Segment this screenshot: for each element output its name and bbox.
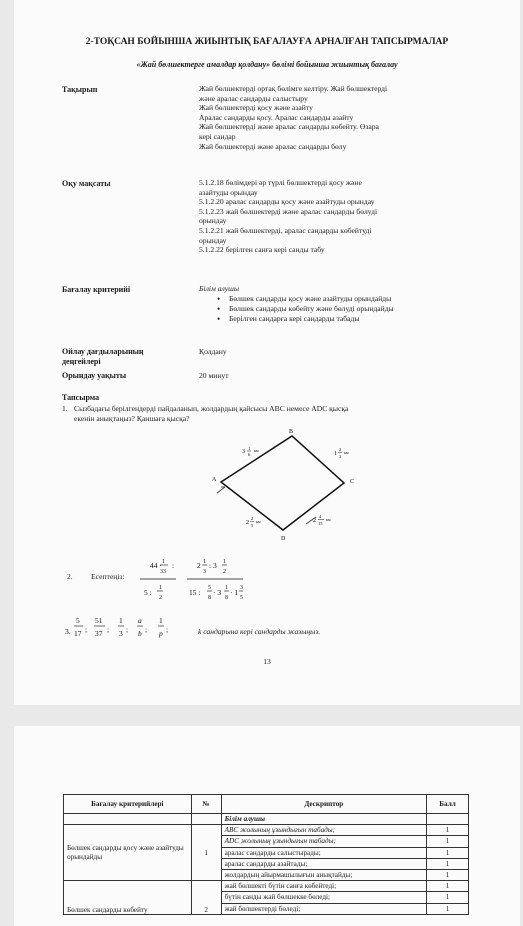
page-subtitle: «Жай бөлшектерге амалдар қолдану» бөлімі бойынша жиынтық бағалау: [136, 60, 398, 69]
question-1-line-1: Сызбадағы берілгендерді пайдаланып, жолдардың қайсысы ABC немесе ADC қысқа: [74, 404, 349, 413]
header-score: Балл: [427, 795, 469, 814]
page-number: 13: [263, 657, 271, 666]
table-cell: [191, 814, 221, 825]
svg-text:;: ;: [85, 625, 88, 634]
svg-text:a: a: [138, 616, 142, 625]
goal-line: 5.1.2.22 берілген санға кері санды табу: [199, 245, 325, 255]
table-row: [64, 881, 469, 892]
descriptor-cell: бүтін санды жай бөлшекке бөледі;: [221, 892, 426, 903]
edge-ab-den: 6: [248, 452, 251, 457]
question-3-number: 3.: [65, 627, 71, 636]
criterion-cell: Бөлшек сандарды көбейту: [64, 881, 192, 915]
direction-arrow-a: [217, 487, 225, 493]
goal-line: 5.1.2.18 бөлімдері әр түрлі бөлшектерді қосу және: [199, 178, 362, 187]
svg-text:8: 8: [225, 595, 228, 601]
topic-line: Жай бөлшектерді ортақ бөлімге келтіру. Жай бөлшектерді: [199, 84, 388, 93]
goals-text: [199, 178, 461, 255]
goal-line: азайтуды орындау: [199, 187, 258, 197]
topic-line: және аралас сандарды салыстыру: [199, 93, 308, 103]
question-3-text: k сандарына кері сандарды жазыңыз.: [198, 627, 321, 636]
header-descriptor: Дескриптор: [221, 795, 426, 814]
svg-text:15 :: 15 :: [189, 588, 201, 597]
svg-text:3: 3: [203, 569, 206, 575]
descriptor-cell: ADC жолының ұзындығын табады;: [221, 836, 426, 847]
table-header-row: [64, 795, 469, 814]
svg-text:1: 1: [159, 585, 162, 591]
descriptor-cell: ABC жолының ұзындығын табады;: [221, 825, 426, 836]
skills-label: Ойлау дағдыларының деңгейлері: [62, 347, 144, 366]
point-d-label: D: [281, 536, 286, 542]
table-cell: [427, 814, 469, 825]
edge-dc-whole: 2: [313, 518, 316, 524]
page-title: 2-ТОҚСАН БОЙЫНША ЖИЫНТЫҚ БАҒАЛАУҒА АРНАЛҒАН ТАПСЫРМАЛАР: [85, 37, 449, 47]
svg-text:33: 33: [160, 569, 166, 575]
svg-text:5 :: 5 :: [144, 588, 152, 597]
svg-text:3: 3: [119, 629, 123, 638]
svg-text:1: 1: [119, 616, 123, 625]
worksheet-page: [14, 0, 520, 705]
edge-bc-whole: 1: [334, 451, 337, 457]
edge-ab-unit: км: [254, 448, 259, 453]
descriptor-cell: жай бөлшекті бүтін санға көбейтеді;: [221, 881, 426, 892]
question-1: [62, 404, 482, 424]
edge-ab-num: 1: [248, 446, 251, 451]
edge-dc-unit: км: [326, 517, 331, 522]
topic-text: [199, 84, 461, 151]
edge-ad-whole: 2: [246, 520, 249, 526]
topic-line: Жай бөлшектерді және аралас сандарды бөлу: [199, 141, 347, 151]
assessment-table: [63, 794, 469, 915]
score-cell: 1: [427, 881, 469, 892]
question-1-line-2: екенін анықтаңыз? Қаншаға қысқа?: [74, 414, 190, 423]
score-cell: 1: [427, 825, 469, 836]
svg-text:p: p: [159, 629, 163, 638]
descriptor-cell: жай бөлшектерді бөледі;: [221, 903, 426, 914]
edge-ab-length: [242, 446, 259, 457]
svg-text:· 1: · 1: [230, 588, 239, 597]
goal-line: 5.1.2.23 жай бөлшектерді және аралас сандарды бөлуді: [199, 206, 378, 216]
header-number: №: [191, 795, 221, 814]
descriptor-cell: жолдардың айырмашылығын анықтайды;: [221, 869, 426, 880]
point-b-label: B: [289, 429, 294, 435]
descriptor-subheader: Білім алушы: [221, 814, 426, 825]
goals-label: Оқу мақсаты: [62, 179, 111, 188]
svg-text::: :: [172, 561, 175, 570]
skills-value: Қолдану: [199, 347, 227, 356]
svg-text:;: ;: [166, 625, 169, 634]
score-cell: 1: [427, 903, 469, 914]
task-number-cell: 1: [191, 825, 221, 881]
topic-label: Тақырып: [62, 85, 98, 94]
edge-ab-whole: 3: [242, 449, 245, 455]
goal-line: 5.1.2.20 аралас сандарды қосу және азайтуды орындау: [199, 197, 375, 207]
svg-text:2: 2: [159, 595, 162, 601]
svg-text:;: ;: [107, 625, 110, 634]
task-number-cell: 2: [191, 881, 221, 915]
svg-text:37: 37: [95, 629, 103, 638]
question-2-number: 2.: [67, 572, 73, 581]
point-c-label: C: [350, 479, 355, 485]
score-cell: 1: [427, 847, 469, 858]
criteria-label: Бағалау критерийі: [62, 285, 131, 294]
edge-bc-den: 3: [339, 454, 342, 459]
svg-text:1: 1: [203, 559, 206, 565]
svg-text:;: ;: [145, 625, 148, 634]
task-heading: Тапсырма: [62, 393, 100, 402]
topic-line: Жай бөлшектерді қосу және азайту: [199, 103, 313, 113]
route-diagram: [194, 425, 374, 550]
question-2-text: Есептеңіз:: [91, 572, 125, 581]
criteria-heading: Білім алушы: [199, 284, 240, 293]
svg-text:17: 17: [74, 629, 82, 638]
svg-text:1: 1: [223, 559, 226, 565]
time-label: Орындау уақыты: [62, 371, 127, 380]
svg-text:1: 1: [225, 585, 228, 591]
table-cell: [64, 814, 192, 825]
edge-dc-den: 15: [318, 521, 323, 526]
table-subheader-row: [64, 814, 469, 825]
edge-dc-num: 4: [319, 514, 322, 519]
quadrilateral-abcd: [221, 436, 344, 530]
question-2-expression: [138, 552, 243, 610]
goal-line: орындау: [199, 216, 227, 226]
svg-text:5: 5: [208, 585, 211, 591]
criteria-text: [199, 284, 461, 325]
svg-text:5: 5: [240, 595, 243, 601]
point-a-label: A: [212, 477, 217, 483]
assessment-page: [14, 726, 520, 926]
score-cell: 1: [427, 858, 469, 869]
topic-line: кері сандар: [199, 131, 236, 141]
topic-line: Аралас сандарды қосу. Аралас сандарды азайту: [199, 112, 354, 122]
svg-text:51: 51: [95, 616, 103, 625]
svg-text:44 ·: 44 ·: [150, 561, 162, 570]
criterion-cell: Бөлшек сандарды қосу және азайтуды орындайды: [64, 825, 192, 881]
score-cell: 1: [427, 892, 469, 903]
table-row: [64, 825, 469, 836]
criteria-item: • Берілген сандарға кері сандарды табады: [199, 314, 461, 324]
edge-ad-den: 5: [251, 523, 254, 528]
svg-text:b: b: [138, 629, 142, 638]
edge-ad-num: 2: [251, 516, 254, 521]
descriptor-cell: аралас сандарды азайтады;: [221, 858, 426, 869]
topic-line: Жай бөлшектерді және аралас сандарды көбейту. Өзара: [199, 122, 379, 132]
edge-ad-length: [246, 516, 261, 528]
svg-text:: 3: : 3: [209, 561, 217, 570]
score-cell: 1: [427, 836, 469, 847]
criteria-item: • Бөлшек сандарды көбейту және бөлуді орындайды: [199, 304, 461, 314]
criteria-list: [199, 294, 461, 325]
svg-text:2: 2: [197, 561, 201, 570]
question-1-number: 1.: [62, 404, 68, 413]
edge-bc-num: 2: [339, 447, 342, 452]
svg-text:8: 8: [208, 595, 211, 601]
header-criteria: Бағалау критерийлері: [64, 795, 192, 814]
descriptor-cell: аралас сандарды салыстырады;: [221, 847, 426, 858]
question-3-fractions: [74, 612, 194, 644]
svg-text:;: ;: [126, 625, 129, 634]
time-value: 20 минут: [199, 371, 229, 380]
criteria-item: • Бөлшек сандарды қосу және азайтуды орындайды: [199, 294, 461, 304]
edge-bc-unit: км: [344, 450, 349, 455]
svg-text:5: 5: [76, 616, 80, 625]
svg-text:1: 1: [162, 559, 165, 565]
goal-line: 5.1.2.21 жай бөлшектерді, аралас сандарды көбейтуді: [199, 225, 372, 235]
edge-dc-length: [313, 514, 331, 526]
edge-ad-unit: км: [256, 519, 261, 524]
svg-text:1: 1: [159, 616, 163, 625]
svg-text:· 3: · 3: [213, 588, 222, 597]
goal-line: орындау: [199, 235, 227, 245]
svg-text:2: 2: [223, 569, 226, 575]
svg-text:3: 3: [240, 585, 243, 591]
edge-bc-length: [334, 447, 349, 459]
score-cell: 1: [427, 869, 469, 880]
